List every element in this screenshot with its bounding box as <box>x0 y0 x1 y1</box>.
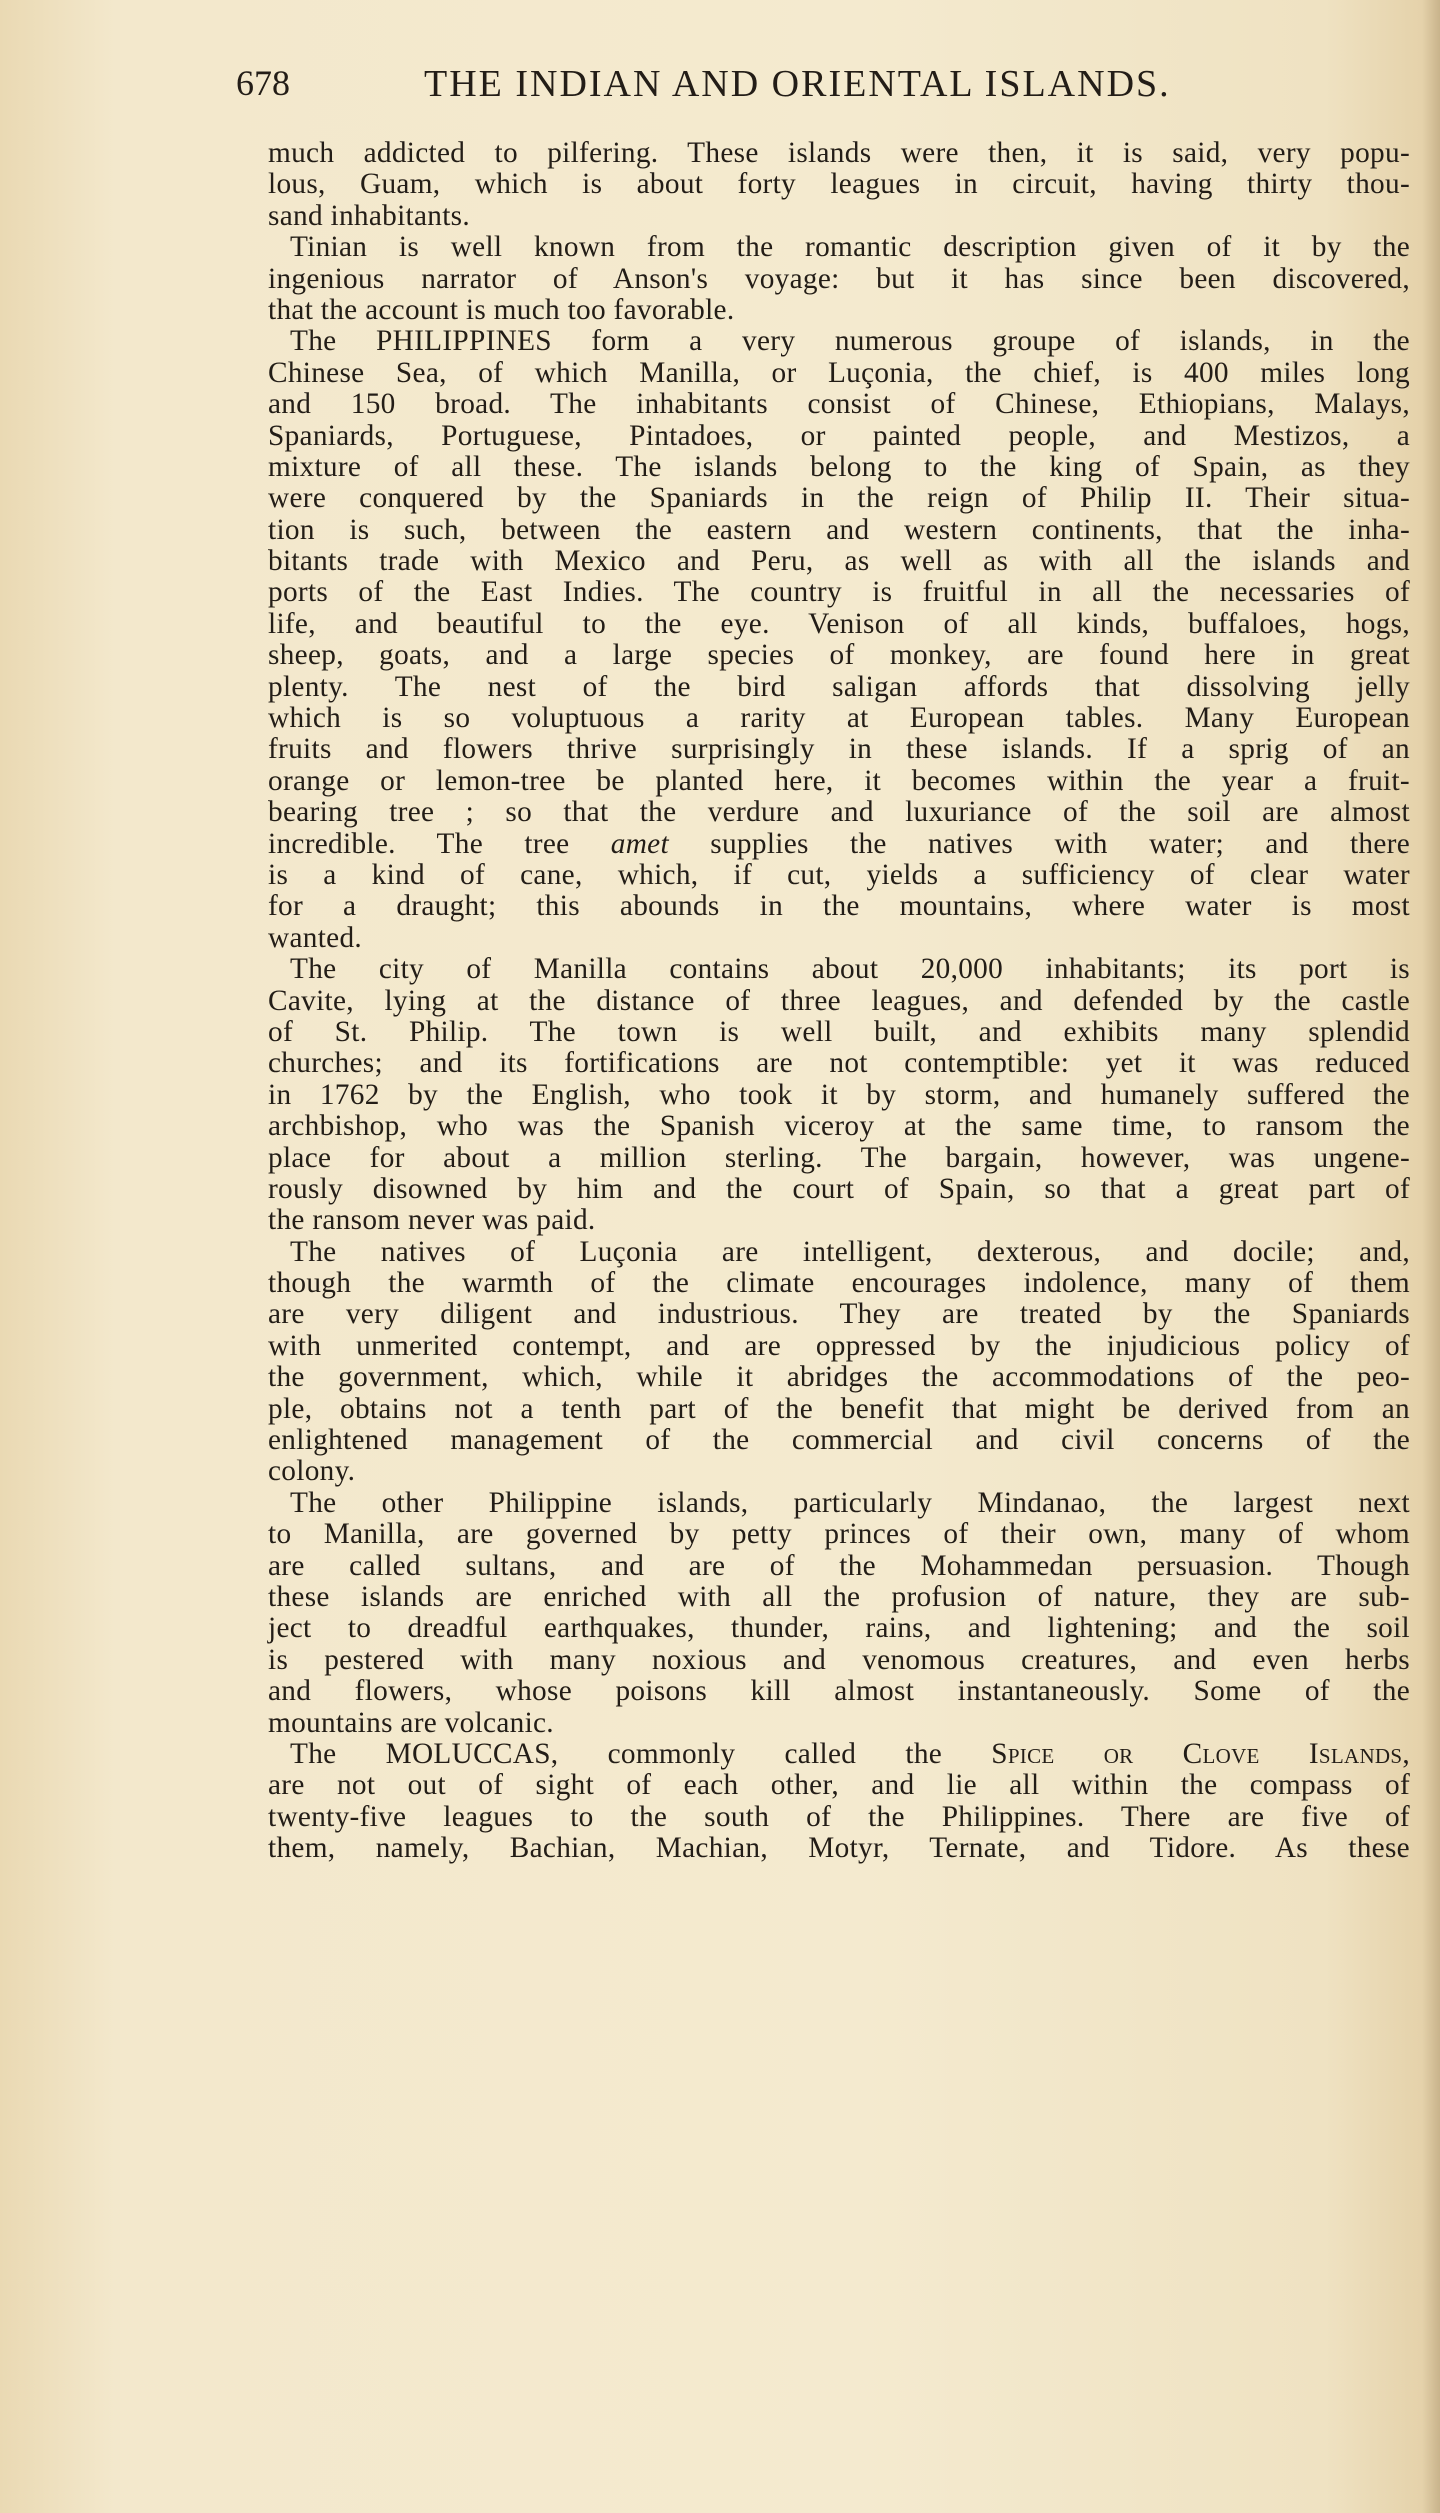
text-line: twenty-five leagues to the south of the Philippines. There are five of <box>268 1800 1410 1833</box>
text-line: the ransom never was paid. <box>268 1204 596 1237</box>
text-line: them, namely, Bachian, Machian, Motyr, Ternate, and Tidore. As these <box>268 1832 1410 1865</box>
text-line: is pestered with many noxious and venomous creatures, and even herbs <box>268 1643 1410 1676</box>
text-line: The PHILIPPINES form a very numerous groupe of islands, in the <box>290 325 1410 358</box>
page-edge-shadow <box>1422 0 1440 2513</box>
text-line: Cavite, lying at the distance of three leagues, and defended by the castle <box>268 984 1410 1017</box>
text-line: fruits and flowers thrive surprisingly in these islands. If a sprig of an <box>268 733 1410 766</box>
page-number: 678 <box>236 63 290 103</box>
text-line: mountains are volcanic. <box>268 1706 554 1739</box>
text-line: wanted. <box>268 921 363 954</box>
text-line: incredible. The tree amet supplies the natives with water; and there <box>268 827 1410 860</box>
text-line: place for about a million sterling. The bargain, however, was ungene- <box>268 1141 1410 1174</box>
text-line: rously disowned by him and the court of Spain, so that a great part of <box>268 1172 1410 1205</box>
text-line: that the account is much too favorable. <box>268 293 735 326</box>
text-line: sand inhabitants. <box>268 199 471 232</box>
text-line: tion is such, between the eastern and western continents, that the inha- <box>268 513 1410 546</box>
text-line: these islands are enriched with all the profusion of nature, they are sub- <box>268 1580 1410 1613</box>
text-line: enlightened management of the commercial and civil concerns of the <box>268 1424 1410 1457</box>
text-line: of St. Philip. The town is well built, and exhibits many splendid <box>268 1015 1410 1048</box>
page-header <box>236 62 1236 118</box>
text-line: mixture of all these. The islands belong to the king of Spain, as they <box>268 450 1410 483</box>
text-line: churches; and its fortifications are not contemptible: yet it was reduced <box>268 1047 1410 1080</box>
text-line: and flowers, whose poisons kill almost instantaneously. Some of the <box>268 1675 1410 1708</box>
text-line: The city of Manilla contains about 20,000 inhabitants; its port is <box>290 953 1410 986</box>
text-line: plenty. The nest of the bird saligan affords that dissolving jelly <box>268 670 1410 703</box>
text-line: ject to dreadful earthquakes, thunder, rains, and lightening; and the soil <box>268 1612 1410 1645</box>
text-line: Tinian is well known from the romantic description given of it by the <box>290 231 1410 264</box>
text-line: sheep, goats, and a large species of monkey, are found here in great <box>268 639 1410 672</box>
text-line: Chinese Sea, of which Manilla, or Luçonia, the chief, is 400 miles long <box>268 356 1410 389</box>
text-line: are very diligent and industrious. They are treated by the Spaniards <box>268 1298 1410 1331</box>
text-line: and 150 broad. The inhabitants consist of Chinese, Ethiopians, Malays, <box>268 388 1410 421</box>
text-line: for a draught; this abounds in the mountains, where water is most <box>268 890 1410 923</box>
text-line: ingenious narrator of Anson's voyage: but it has since been discovered, <box>268 262 1410 295</box>
text-line: are not out of sight of each other, and lie all within the compass of <box>268 1769 1410 1802</box>
text-line: ports of the East Indies. The country is fruitful in all the necessaries of <box>268 576 1410 609</box>
text-line: to Manilla, are governed by petty princes of their own, many of whom <box>268 1518 1410 1551</box>
text-line: lous, Guam, which is about forty leagues in circuit, having thirty thou- <box>268 168 1410 201</box>
text-line: bitants trade with Mexico and Peru, as well as with all the islands and <box>268 545 1410 578</box>
text-line: with unmerited contempt, and are oppressed by the injudicious policy of <box>268 1329 1410 1362</box>
text-line: The other Philippine islands, particularly Mindanao, the largest next <box>290 1486 1410 1519</box>
text-line: colony. <box>268 1455 356 1488</box>
text-line: much addicted to pilfering. These islands were then, it is said, very popu- <box>268 137 1410 169</box>
text-line: Spaniards, Portuguese, Pintadoes, or painted people, and Mestizos, a <box>268 419 1410 452</box>
text-line: bearing tree ; so that the verdure and luxuriance of the soil are almost <box>268 796 1410 829</box>
text-line: orange or lemon-tree be planted here, it becomes within the year a fruit- <box>268 764 1410 797</box>
text-line: ple, obtains not a tenth part of the benefit that might be derived from an <box>268 1392 1410 1425</box>
text-line: archbishop, who was the Spanish viceroy at the same time, to ransom the <box>268 1110 1410 1143</box>
text-line: though the warmth of the climate encourages indolence, many of them <box>268 1267 1410 1300</box>
text-line: life, and beautiful to the eye. Venison of all kinds, buffaloes, hogs, <box>268 607 1410 640</box>
text-line: in 1762 by the English, who took it by storm, and humanely suffered the <box>268 1078 1410 1111</box>
text-line: are called sultans, and are of the Mohammedan persuasion. Though <box>268 1549 1410 1582</box>
text-line: were conquered by the Spaniards in the reign of Philip II. Their situa- <box>268 482 1410 515</box>
running-title: THE INDIAN AND ORIENTAL ISLANDS. <box>424 63 1171 105</box>
text-line: The MOLUCCAS, commonly called the Spice or Clove Islands, <box>290 1737 1410 1770</box>
text-line: is a kind of cane, which, if cut, yields a sufficiency of clear water <box>268 858 1410 891</box>
body-text <box>268 138 1410 1864</box>
text-line: The natives of Luçonia are intelligent, dexterous, and docile; and, <box>290 1235 1410 1268</box>
text-line: the government, which, while it abridges the accommodations of the peo- <box>268 1361 1410 1394</box>
text-line: which is so voluptuous a rarity at European tables. Many European <box>268 702 1410 735</box>
